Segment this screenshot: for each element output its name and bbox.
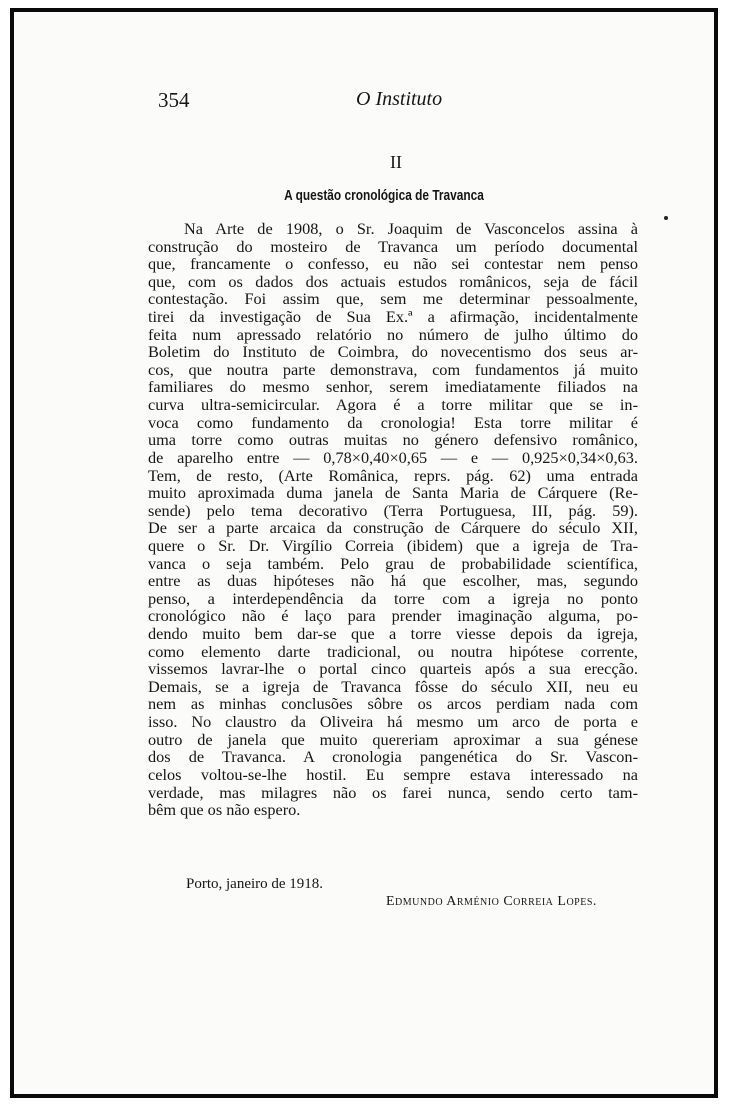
text-line: verdade, mas milagres não os farei nunca, sendo certo tam- [148,782,638,802]
text-line: tirei da investigação de Sua Ex.ª a afirmação, incidentalmente [148,307,638,327]
text-line: Tem, de resto, (Arte Românica, reprs. pág. 62) uma entrada [148,465,638,485]
text-line: vanca o seja também. Pelo grau de probabilidade scientífica, [148,553,638,573]
text-line: dendo muito bem dar-se que a torre viesse depois da igreja, [148,624,638,644]
text-line: nem as minhas conclusões sôbre os arcos perdiam nada com [148,694,638,714]
section-number: II [390,152,402,172]
author-signature: Edmundo Arménio Correia Lopes. [386,894,597,909]
ink-speck [664,216,668,220]
text-line: feita num apressado relatório no número de julho último do [148,324,638,344]
text-line: Demais, se a igreja de Travanca fôsse do século XII, neu eu [148,676,638,696]
text-line: isso. No claustro da Oliveira há mesmo um arco de porta e [148,712,638,732]
text-line: cos, que noutra parte demonstrava, com fundamentos já muito [148,359,638,379]
text-line: Boletim do Instituto de Coimbra, do novecentismo dos seus ar- [148,342,638,362]
text-line: celos voltou-se-lhe hostil. Eu sempre estava interessado na [148,764,638,784]
text-line: muito aproximada duma janela de Santa Maria de Cárquere (Re- [148,483,638,503]
text-line: quere o Sr. Dr. Virgílio Correia (ibidem) que a igreja de Tra- [148,535,638,555]
text-line: de aparelho entre — 0,78×0,40×0,65 — e — 0,925×0,34×0,63. [148,447,638,467]
text-line: contestação. Foi assim que, sem me determinar pessoalmente, [148,289,638,309]
text-line: outro de janela que muito quereriam aproximar a sua génese [148,729,638,749]
page [10,8,718,1098]
place-date: Porto, janeiro de 1918. [186,876,324,892]
page-number: 354 [158,88,190,112]
text-line: construção do mosteiro de Travanca um período documental [148,236,638,256]
text-line: vissemos lavrar-lhe o portal cinco quarteis após a sua erecção. [148,659,638,679]
text-line: Na Arte de 1908, o Sr. Joaquim de Vasconcelos assina à [184,219,638,238]
body-paragraph [148,220,638,819]
text-line: que, com os dados dos actuais estudos românicos, seja de fácil [148,271,638,291]
text-line: uma torre como outras muitas no género defensivo românico, [148,430,638,450]
page-header [148,88,638,114]
text-line: voca como fundamento da cronologia! Esta torre militar é [148,412,638,432]
text-line: familiares do mesmo senhor, serem imediatamente filiados na [148,377,638,397]
text-line: dos de Travanca. A cronologia pangenética do Sr. Vascon- [148,747,638,767]
text-line: que, francamente o confesso, eu não sei contestar nem penso [148,254,638,274]
text-line: sende) pelo tema decorativo (Terra Portuguesa, III, pág. 59). [148,500,638,520]
text-line: cronológico não é laço para prender imaginação alguma, po- [148,606,638,626]
text-line: curva ultra-semicircular. Agora é a torre militar que se in- [148,395,638,415]
section-heading: A questão cronológica de Travanca [284,188,484,204]
running-title: O Instituto [356,88,443,110]
text-line: entre as duas hipóteses não há que escolher, mas, segundo [148,571,638,591]
text-line: bêm que os não espero. [148,800,301,820]
text-line: De ser a parte arcaica da construção de Cárquere do século XII, [148,518,638,538]
text-line: como elemento darte tradicional, ou noutra hipótese corrente, [148,641,638,661]
text-line: penso, a interdependência da torre com a igreja no ponto [148,588,638,608]
